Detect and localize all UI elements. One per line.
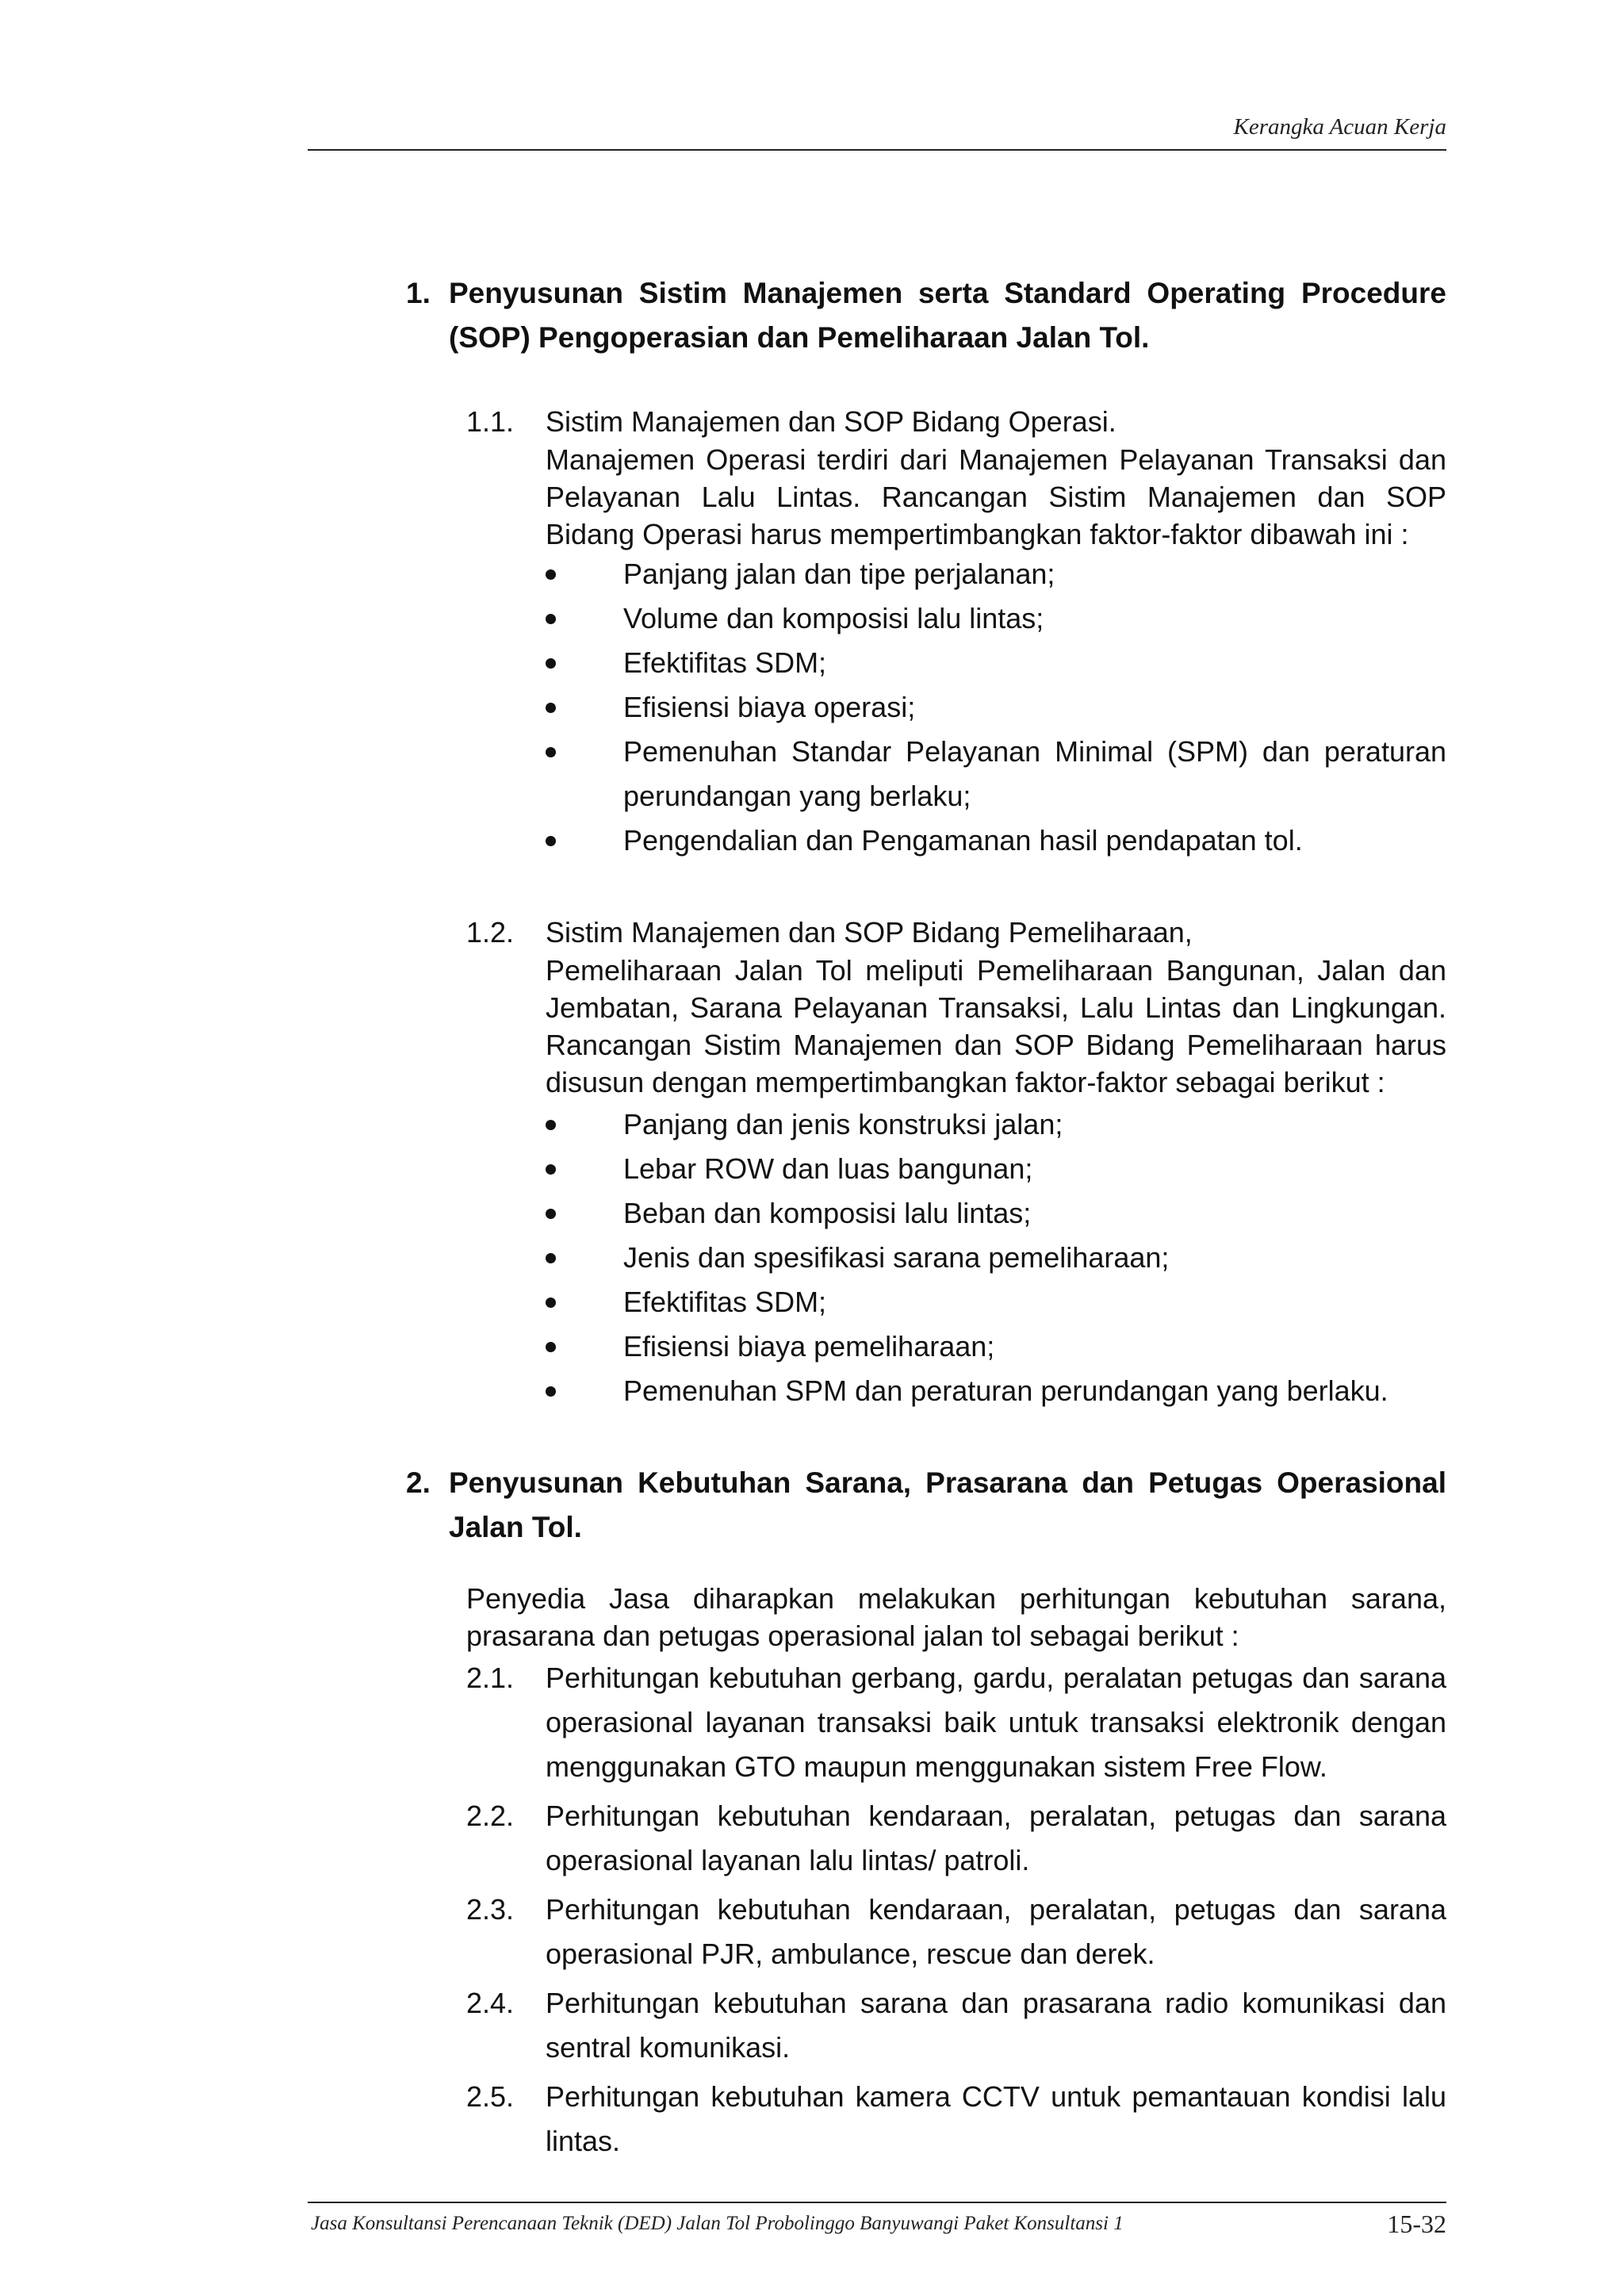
list-item-text: Efisiensi biaya operasi; [623,691,916,723]
list-item-number: 2.3. [466,1893,515,1926]
list-item-number: 2.5. [466,2080,515,2113]
section-1-heading [406,271,1446,360]
running-header: Kerangka Acuan Kerja [1233,114,1446,140]
section-2-number: 2. [406,1466,431,1499]
subsection-1-1-bullet-list [546,552,1446,863]
list-item-text: Efektifitas SDM; [623,646,827,679]
list-item [546,730,1446,818]
list-item [546,1280,1446,1324]
list-item-text: Pemenuhan SPM dan peraturan perundangan yang berlaku. [623,1374,1388,1407]
section-2-numbered-list [466,1656,1446,2168]
subsection-1-2-paragraph: Pemeliharaan Jalan Tol meliputi Pemeliharaan Bangunan, Jalan dan Jembatan, Sarana Pelayanan Transaksi, Lalu Lintas dan Lingkungan. Rancangan Sistim Manajemen dan SOP Bidang Pemeliharaan harus disusun dengan mempertimbangkan faktor-faktor sebagai berikut : [546,954,1446,1098]
subsection-1-2-title: Sistim Manajemen dan SOP Bidang Pemeliharaan, [546,916,1193,949]
list-item-text: Beban dan komposisi lalu lintas; [623,1197,1032,1229]
running-footer: Jasa Konsultansi Perencanaan Teknik (DED) Jalan Tol Probolinggo Banyuwangi Paket Konsultansi 1 [311,2213,1124,2234]
header-divider [308,149,1446,151]
bullet-icon [546,569,556,580]
list-item-text: Efektifitas SDM; [623,1286,827,1318]
section-2-intro: Penyedia Jasa diharapkan melakukan perhitungan kebutuhan sarana, prasarana dan petugas operasional jalan tol sebagai berikut : [466,1582,1446,1652]
list-item-text: Perhitungan kebutuhan kendaraan, peralatan, petugas dan sarana operasional PJR, ambulance, rescue dan derek. [546,1893,1446,1970]
bullet-icon [546,614,556,624]
list-item [546,641,1446,685]
subsection-1-1-paragraph: Manajemen Operasi terdiri dari Manajemen Pelayanan Transaksi dan Pelayanan Lalu Lintas. Rancangan Sistim Manajemen dan SOP Bidang Operasi harus mempertimbangkan faktor-faktor dibawah ini : [546,443,1446,550]
section-1-number: 1. [406,277,431,309]
subsection-1-2-number: 1.2. [466,916,515,949]
list-item-text: Perhitungan kebutuhan gerbang, gardu, peralatan petugas dan sarana operasional layanan transaksi baik untuk transaksi elektronik dengan menggunakan GTO maupun menggunakan sistem Free Flow. [546,1662,1446,1783]
list-item [546,1102,1446,1147]
list-item-text: Volume dan komposisi lalu lintas; [623,602,1044,634]
list-item [546,596,1446,641]
bullet-icon [546,1297,556,1308]
bullet-icon [546,1386,556,1397]
bullet-icon [546,1120,556,1130]
bullet-icon [546,1164,556,1175]
section-2-heading [406,1461,1446,1550]
bullet-icon [546,747,556,757]
list-item-text: Panjang dan jenis konstruksi jalan; [623,1108,1063,1140]
page-number: 15-32 [1387,2210,1446,2238]
list-item-number: 2.1. [466,1662,515,1694]
section-2-title: Penyusunan Kebutuhan Sarana, Prasarana dan Petugas Operasional Jalan Tol. [449,1466,1446,1543]
list-item [546,552,1446,596]
subsection-1-1-number: 1.1. [466,405,515,438]
list-item-text: Efisiensi biaya pemeliharaan; [623,1330,995,1363]
subsection-1-2-bullet-list [546,1102,1446,1413]
list-item [546,1324,1446,1369]
list-item [466,1656,1446,1789]
list-item [466,1794,1446,1883]
list-item-number: 2.4. [466,1987,515,2019]
list-item [546,1236,1446,1280]
section-1-title: Penyusunan Sistim Manajemen serta Standard Operating Procedure (SOP) Pengoperasian dan Pemeliharaan Jalan Tol. [449,277,1446,354]
list-item-text: Panjang jalan dan tipe perjalanan; [623,558,1055,590]
list-item-text: Pemenuhan Standar Pelayanan Minimal (SPM) dan peraturan perundangan yang berlaku; [623,735,1446,812]
list-item-text: Lebar ROW dan luas bangunan; [623,1152,1033,1185]
list-item [466,1981,1446,2070]
list-item [546,685,1446,730]
list-item-text: Pengendalian dan Pengamanan hasil pendapatan tol. [623,824,1303,857]
list-item [546,1191,1446,1236]
list-item-number: 2.2. [466,1800,515,1832]
bullet-icon [546,836,556,846]
list-item [546,1147,1446,1191]
bullet-icon [546,1253,556,1263]
list-item-text: Perhitungan kebutuhan kendaraan, peralatan, petugas dan sarana operasional layanan lalu lintas/ patroli. [546,1800,1446,1876]
list-item [546,818,1446,863]
list-item [466,2075,1446,2164]
list-item-text: Jenis dan spesifikasi sarana pemeliharaan; [623,1241,1170,1274]
bullet-icon [546,703,556,713]
bullet-icon [546,1342,556,1352]
bullet-icon [546,1209,556,1219]
list-item [546,1369,1446,1413]
bullet-icon [546,658,556,669]
list-item-text: Perhitungan kebutuhan kamera CCTV untuk pemantauan kondisi lalu lintas. [546,2080,1446,2157]
list-item [466,1888,1446,1976]
footer-divider [308,2202,1446,2203]
subsection-1-1-title: Sistim Manajemen dan SOP Bidang Operasi. [546,405,1116,438]
list-item-text: Perhitungan kebutuhan sarana dan prasarana radio komunikasi dan sentral komunikasi. [546,1987,1446,2064]
